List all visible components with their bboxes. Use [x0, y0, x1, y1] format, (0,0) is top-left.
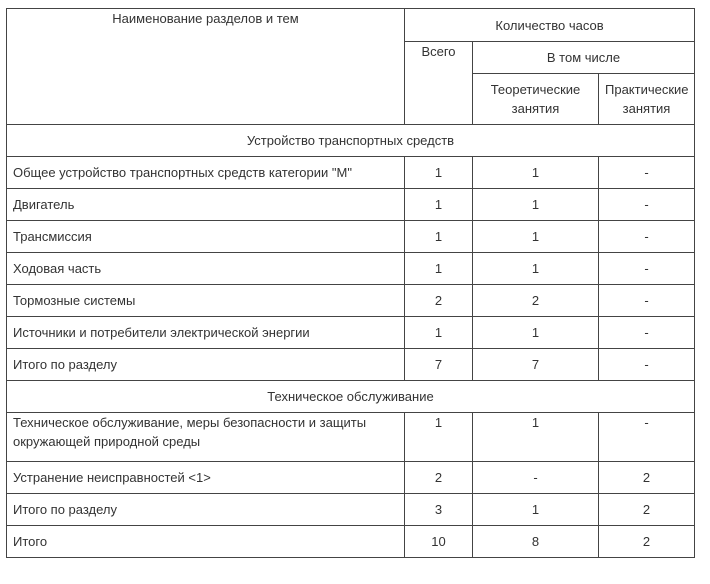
row-name: Общее устройство транспортных средств категории "M" — [7, 157, 405, 189]
header-practice: Практические занятия — [599, 74, 695, 125]
row-total: 10 — [405, 526, 473, 558]
grand-total-row — [7, 526, 695, 558]
row-practice: - — [599, 221, 695, 253]
row-practice: 2 — [599, 526, 695, 558]
row-total: 1 — [405, 317, 473, 349]
table-row — [7, 285, 695, 317]
subtotal-row — [7, 494, 695, 526]
row-practice: - — [599, 349, 695, 381]
row-practice: - — [599, 253, 695, 285]
row-name: Итого по разделу — [7, 494, 405, 526]
row-practice: - — [599, 157, 695, 189]
table-row — [7, 253, 695, 285]
table-row — [7, 462, 695, 494]
table-row — [7, 157, 695, 189]
row-practice: - — [599, 189, 695, 221]
row-total: 2 — [405, 462, 473, 494]
row-theory: 2 — [473, 285, 599, 317]
section-title: Техническое обслуживание — [7, 381, 695, 413]
row-practice: - — [599, 413, 695, 462]
header-name: Наименование разделов и тем — [7, 9, 405, 125]
row-total: 1 — [405, 221, 473, 253]
row-name: Ходовая часть — [7, 253, 405, 285]
row-theory: 1 — [473, 494, 599, 526]
table-row — [7, 221, 695, 253]
row-theory: 1 — [473, 189, 599, 221]
row-total: 1 — [405, 413, 473, 462]
section-row — [7, 125, 695, 157]
section-row — [7, 381, 695, 413]
table-row — [7, 317, 695, 349]
hours-table — [6, 8, 695, 558]
row-theory: 1 — [473, 157, 599, 189]
row-name: Техническое обслуживание, меры безопасности и защиты окружающей природной среды — [7, 413, 405, 462]
row-name: Устранение неисправностей <1> — [7, 462, 405, 494]
row-name: Трансмиссия — [7, 221, 405, 253]
header-hours: Количество часов — [405, 9, 695, 42]
row-theory: 1 — [473, 221, 599, 253]
table-row — [7, 413, 695, 462]
row-theory: 8 — [473, 526, 599, 558]
row-name: Тормозные системы — [7, 285, 405, 317]
row-practice: 2 — [599, 494, 695, 526]
row-theory: - — [473, 462, 599, 494]
row-total: 1 — [405, 189, 473, 221]
row-total: 3 — [405, 494, 473, 526]
row-practice: - — [599, 317, 695, 349]
table-row — [7, 189, 695, 221]
row-name: Итого — [7, 526, 405, 558]
row-total: 2 — [405, 285, 473, 317]
row-total: 1 — [405, 157, 473, 189]
header-total: Всего — [405, 42, 473, 125]
row-practice: - — [599, 285, 695, 317]
row-name: Источники и потребители электрической энергии — [7, 317, 405, 349]
row-name: Итого по разделу — [7, 349, 405, 381]
row-theory: 1 — [473, 413, 599, 462]
header-including: В том числе — [473, 42, 695, 74]
row-theory: 1 — [473, 317, 599, 349]
header-theory: Теоретические занятия — [473, 74, 599, 125]
row-theory: 7 — [473, 349, 599, 381]
section-title: Устройство транспортных средств — [7, 125, 695, 157]
row-theory: 1 — [473, 253, 599, 285]
row-name: Двигатель — [7, 189, 405, 221]
row-practice: 2 — [599, 462, 695, 494]
row-total: 1 — [405, 253, 473, 285]
row-total: 7 — [405, 349, 473, 381]
subtotal-row — [7, 349, 695, 381]
